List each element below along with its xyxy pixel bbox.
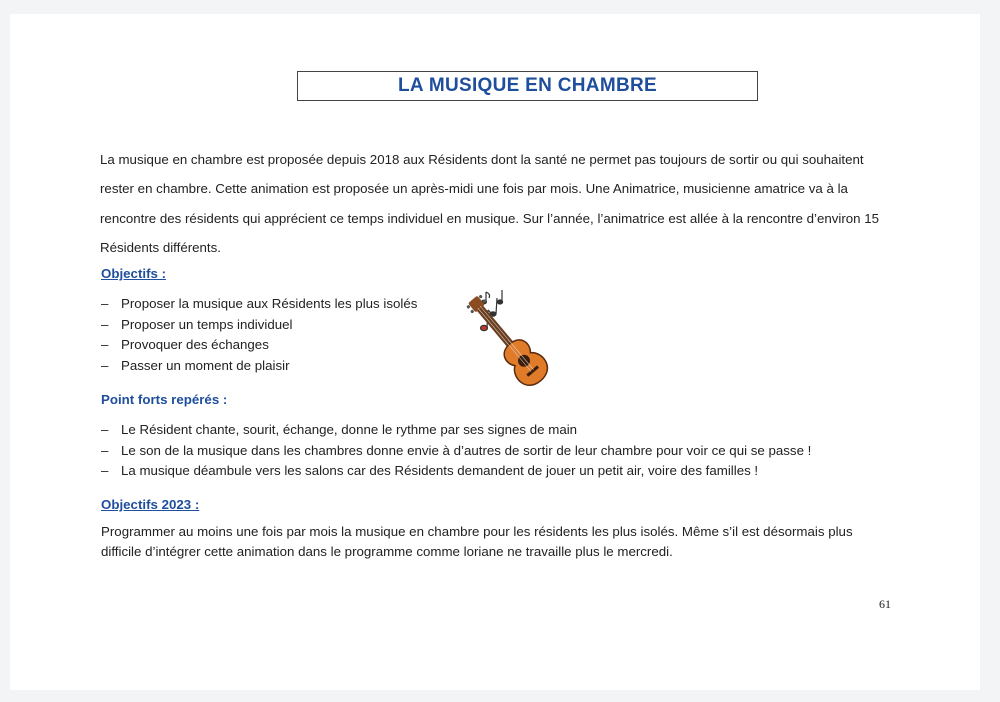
list-item-text: Le Résident chante, sourit, échange, donne le rythme par ses signes de main — [121, 422, 578, 437]
list-item — [101, 441, 811, 462]
objectifs-list — [101, 294, 417, 376]
list-item — [101, 420, 811, 441]
list-item — [101, 356, 417, 377]
dash-bullet: – — [101, 422, 109, 437]
intro-paragraph: La musique en chambre est proposée depuis 2018 aux Résidents dont la santé ne permet pas toujours de sortir ou qui souhaitent rester en chambre. Cette animation est proposée un après-midi une fois par mois. Une Animatrice, musicienne amatrice va à la rencontre des résidents qui apprécient ce temps individuel en musique. Sur l’année, l’animatrice est allée à la rencontre d’environ 15 Résidents différents. — [100, 152, 880, 255]
dash-bullet: – — [101, 463, 109, 478]
page-title: LA MUSIQUE EN CHAMBRE — [398, 75, 657, 96]
dash-bullet: – — [101, 296, 109, 311]
list-item-text: Proposer un temps individuel — [121, 316, 293, 332]
objectifs-heading: Objectifs : — [101, 266, 167, 281]
objectifs-2023-text: Programmer au moins une fois par mois la musique en chambre pour les résidents les plus isolés. Même s’il est désormais plus difficile d’intégrer cette animation dans le programme comme loriane ne travaille plus le mercredi. — [101, 524, 853, 559]
list-item-text: Provoquer des échanges — [121, 337, 269, 352]
list-item — [101, 461, 811, 482]
list-item — [101, 315, 417, 336]
dash-bullet: – — [101, 442, 109, 458]
list-item-text: La musique déambule vers les salons car des Résidents demandent de jouer un petit air, voire des familles ! — [121, 463, 759, 478]
points-forts-list — [101, 420, 811, 482]
dash-bullet: – — [101, 316, 109, 332]
list-item — [101, 294, 417, 315]
title-box — [297, 71, 758, 101]
list-item-text: Proposer la musique aux Résidents les plus isolés — [121, 296, 418, 311]
page-number: 61 — [879, 597, 891, 611]
dash-bullet: – — [101, 337, 109, 352]
dash-bullet: – — [101, 357, 109, 373]
list-item-text: Le son de la musique dans les chambres donne envie à d’autres de sortir de leur chambre pour voir ce qui se passe ! — [121, 442, 812, 458]
list-item — [101, 335, 417, 356]
objectifs-2023-heading: Objectifs 2023 : — [101, 497, 200, 512]
points-forts-heading: Point forts repérés : — [101, 392, 228, 407]
guitar-icon — [455, 280, 575, 395]
list-item-text: Passer un moment de plaisir — [121, 357, 290, 373]
